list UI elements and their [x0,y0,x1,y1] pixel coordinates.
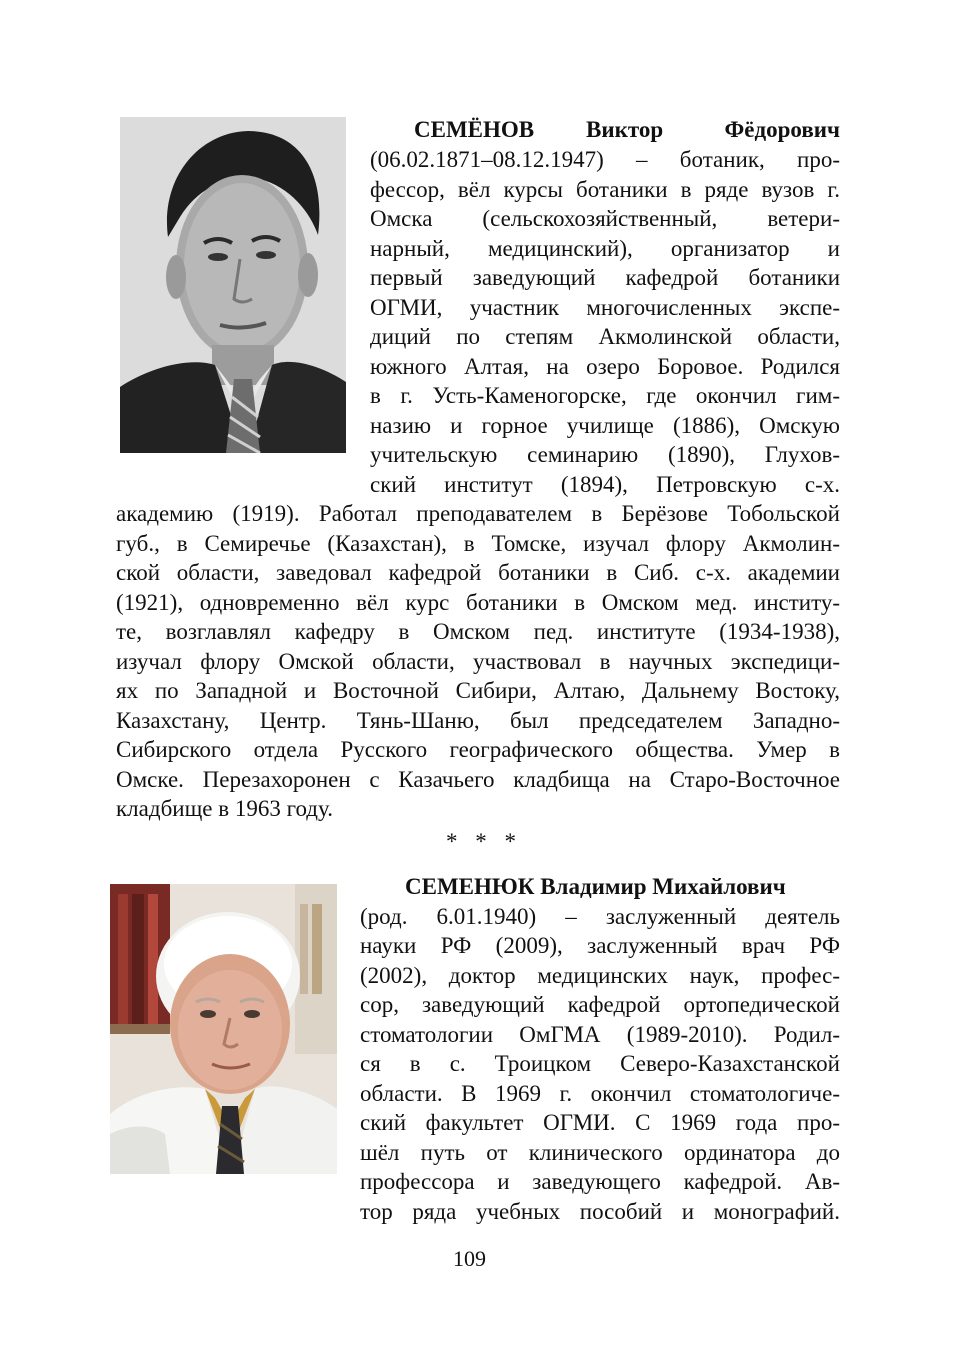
entry1-surname: СЕМЁНОВ [414,117,535,142]
entry1-line-17: те, возглавлял кафедру в Омском пед. институте (1934-1938), [116,619,840,644]
entry1-line-19: ях по Западной и Восточной Сибири, Алтаю, Дальнему Востоку, [116,678,840,703]
entry1-line-9: в г. Усть-Каменогорске, где окончил гим- [370,383,840,408]
portrait-photo-semenov [120,117,346,453]
entry1-line-4: нарный, медицинский), организатор и [370,236,840,261]
portrait-photo-semenyuk [110,884,337,1174]
entry1-line-13: академию (1919). Работал преподавателем в Берёзове Тобольской [116,501,840,526]
entry1-line-8: южного Алтая, на озеро Боровое. Родился [370,354,840,379]
entry1-line-10: назию и горное училище (1886), Омскую [370,413,840,438]
entry2-line-11: тор ряда учебных пособий и монографий. [360,1199,840,1224]
entry1-line-15: ской области, заведовал кафедрой ботаники в Сиб. с-х. академии [116,560,840,585]
entry2-line-10: профессора и заведующего кафедрой. Ав- [360,1169,840,1194]
entry2-title: СЕМЕНЮК Владимир Михайлович [405,874,786,899]
entry1-line-5: первый заведующий кафедрой ботаники [370,265,840,290]
entry2-line-3: (2002), доктор медицинских наук, профес- [360,963,840,988]
entry1-line-11: учительскую семинарию (1890), Глухов- [370,442,840,467]
entry1-line-6: ОГМИ, участник многочисленных экспе- [370,295,840,320]
entry1-line-22: Омске. Перезахоронен с Казачьего кладбища на Старо-Восточное [116,767,840,792]
entry2-line-5: стоматологии ОмГМА (1989-2010). Родил- [360,1022,840,1047]
entry1-line-3: Омска (сельскохозяйственный, ветери- [370,206,840,231]
entry2-line-9: шёл путь от клинического ординатора до [360,1140,840,1165]
entry1-line-2: фессор, вёл курсы ботаники в ряде вузов г. [370,177,840,202]
entry1-line-20: Казахстану, Центр. Тянь-Шаню, был председателем Западно- [116,708,840,733]
entry1-line-12: ский институт (1894), Петровскую с-х. [370,472,840,497]
entry1-line-18: изучал флору Омской области, участвовал в научных экспедици- [116,649,840,674]
section-separator: * * * [446,829,522,854]
entry2-line-8: ский факультет ОГМИ. С 1969 года про- [360,1110,840,1135]
entry2-line-7: области. В 1969 г. окончил стоматологиче- [360,1081,840,1106]
entry2-line-1: (род. 6.01.1940) – заслуженный деятель [360,904,840,929]
page-number: 109 [453,1246,486,1271]
entry1-patronymic: Фёдорович [724,117,840,142]
entry2-line-6: ся в с. Троицком Северо-Казахстанской [360,1051,840,1076]
entry1-line-1: (06.02.1871–08.12.1947) – ботаник, про- [370,147,840,172]
entry1-given-name: Виктор [586,117,664,142]
entry1-line-21: Сибирского отдела Русского географического общества. Умер в [116,737,840,762]
entry1-line-16: (1921), одновременно вёл курс ботаники в Омском мед. институ- [116,590,840,615]
entry1-line-7: диций по степям Акмолинской области, [370,324,840,349]
entry1-line-14: губ., в Семиречье (Казахстан), в Томске, изучал флору Акмолин- [116,531,840,556]
entry2-line-2: науки РФ (2009), заслуженный врач РФ [360,933,840,958]
entry2-line-4: сор, заведующий кафедрой ортопедической [360,992,840,1017]
entry1-line-23: кладбище в 1963 году. [116,796,333,821]
